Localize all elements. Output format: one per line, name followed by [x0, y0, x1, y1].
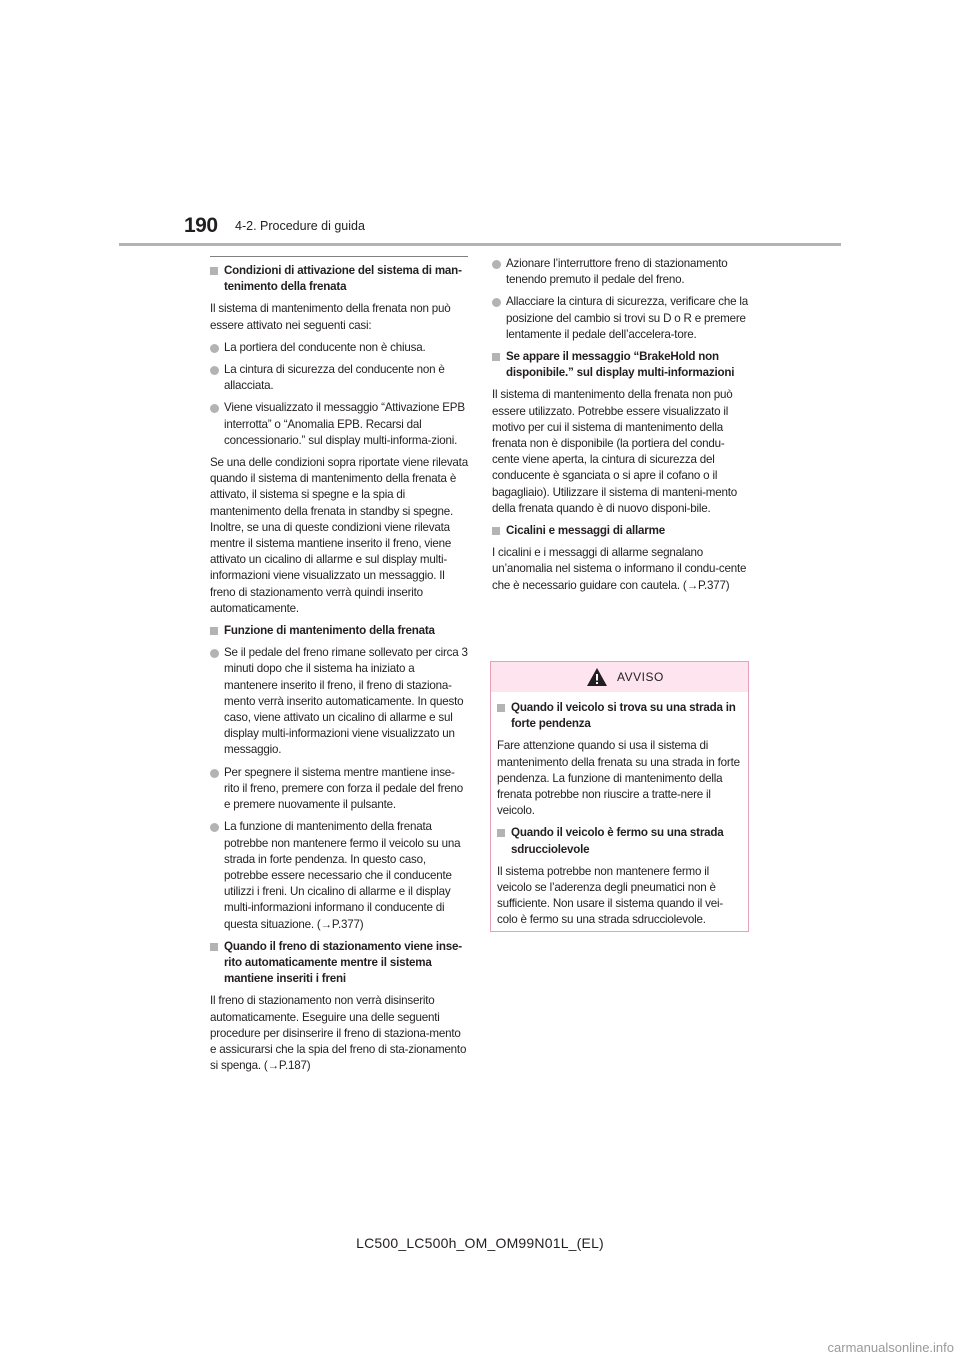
bullet-item: [492, 294, 750, 343]
section-heading: [210, 939, 468, 988]
paragraph: Fare attenzione quando si usa il sistema di mantenimento della frenata su una strada in forte pendenza. La funzione di mantenimento della frenata potrebbe non riuscire a tratte-nere il veicolo.: [497, 739, 740, 818]
paragraph: Il freno di stazionamento non verrà disinserito automaticamente. Eseguire una delle seguenti procedure per disinserire il freno di staziona-mento e assicurarsi che la spia del freno di sta-zionamento si spenga. (→P.187): [210, 994, 467, 1073]
round-bullet-icon: [210, 366, 219, 375]
manual-code: LC500_LC500h_OM_OM99N01L_(EL): [356, 1235, 604, 1251]
paragraph: Il sistema di mantenimento della frenata non può essere utilizzato. Potrebbe essere visualizzato il motivo per cui il sistema di mantenimento della frenata non è disponibile (la portiera del condu-cente viene aperta, la cintura di sicurezza del conducente è sganciata o si apre il cofano o il bagagliaio). Utilizzare il sistema di manteni-mento della frenata quando è di nuovo disponi-bile.: [492, 388, 737, 515]
heading-text: Condizioni di attivazione del sistema di man-tenimento della frenata: [224, 264, 462, 294]
warning-box: [490, 661, 749, 932]
round-bullet-icon: [210, 823, 219, 832]
round-bullet-icon: [210, 344, 219, 353]
warning-body: [491, 692, 748, 929]
round-bullet-icon: [492, 260, 501, 269]
column-top-rule: [210, 256, 468, 257]
bullet-item: [210, 645, 468, 758]
round-bullet-icon: [492, 298, 501, 307]
square-bullet-icon: [210, 267, 218, 275]
warning-triangle-icon: [586, 667, 608, 692]
section-heading: [492, 349, 750, 381]
bullet-item: [210, 819, 468, 932]
heading-text: Se appare il messaggio “BrakeHold non disponibile.” sul display multi-informazioni: [506, 350, 735, 380]
section-title: 4-2. Procedure di guida: [235, 219, 365, 233]
square-bullet-icon: [492, 527, 500, 535]
section-heading: [497, 700, 742, 732]
heading-text: Quando il veicolo si trova su una strada in forte pendenza: [511, 701, 736, 731]
round-bullet-icon: [210, 769, 219, 778]
bullet-item: [210, 765, 468, 814]
bullet-text: Per spegnere il sistema mentre mantiene inse-rito il freno, premere con forza il pedale del freno e premere nuovamente il pulsante.: [224, 765, 463, 812]
bullet-item: [210, 362, 468, 394]
left-column: [210, 256, 468, 1080]
right-column: [492, 256, 750, 600]
bullet-text: La funzione di mantenimento della frenata potrebbe non mantenere fermo il veicolo su una strada in forte pendenza. In questo caso, potrebbe essere necessario che il conducente utilizzi i freni. Un cicalino di allarme e il display multi-informazioni informano il conducente di questa situazione. (→P.377): [224, 820, 461, 931]
section-heading: [210, 263, 468, 295]
section-heading: [492, 523, 750, 539]
square-bullet-icon: [210, 943, 218, 951]
heading-text: Quando il veicolo è fermo su una strada sdrucciolevole: [511, 826, 724, 856]
square-bullet-icon: [210, 627, 218, 635]
page-number: 190: [184, 214, 218, 237]
section-heading: [210, 623, 468, 639]
watermark: carmanualsonline.info: [827, 1340, 954, 1355]
square-bullet-icon: [492, 353, 500, 361]
paragraph: Il sistema di mantenimento della frenata non può essere attivato nei seguenti casi:: [210, 302, 451, 332]
round-bullet-icon: [210, 404, 219, 413]
bullet-item: [492, 256, 750, 288]
paragraph: I cicalini e i messaggi di allarme segnalano un’anomalia nel sistema o informano il condu-cente che è necessario guidare con cautela. (→P.377): [492, 546, 747, 592]
heading-text: Cicalini e messaggi di allarme: [506, 524, 665, 538]
header-rule: [119, 243, 841, 246]
section-heading: [497, 825, 742, 857]
paragraph: Il sistema potrebbe non mantenere fermo il veicolo se l’aderenza degli pneumatici non è sufficiente. Non usare il sistema quando il vei-colo è fermo su una strada sdrucciolevole.: [497, 864, 724, 927]
bullet-item: [210, 400, 468, 449]
bullet-text: La portiera del conducente non è chiusa.: [224, 340, 426, 354]
heading-text: Funzione di mantenimento della frenata: [224, 624, 435, 638]
round-bullet-icon: [210, 649, 219, 658]
bullet-text: Azionare l’interruttore freno di stazionamento tenendo premuto il pedale del freno.: [506, 257, 728, 287]
warning-title: AVVISO: [617, 670, 664, 684]
bullet-text: Viene visualizzato il messaggio “Attivazione EPB interrotta” o “Anomalia EPB. Recarsi dal concessionario.” sul display multi-informa-zioni.: [224, 401, 465, 447]
bullet-item: [210, 340, 468, 356]
heading-text: Quando il freno di stazionamento viene inse-rito automaticamente mentre il sistema mantiene inseriti i freni: [224, 939, 462, 986]
paragraph: Se una delle condizioni sopra riportate viene rilevata quando il sistema di mantenimento della frenata è attivato, il sistema si spegne e la spia di mantenimento della frenata in standby si spegne. Inoltre, se una di queste condizioni viene rilevata mentre il sistema mantiene inserito il freno, viene attivato un cicalino di allarme e sul display multi-informazioni viene visualizzato un messaggio. Il freno di stazionamento verrà quindi inserito automaticamente.: [210, 456, 468, 615]
square-bullet-icon: [497, 829, 505, 837]
bullet-text: Se il pedale del freno rimane sollevato per circa 3 minuti dopo che il sistema ha iniziato a mantenere inserito il freno, il freno di staziona-mento verrà inserito automaticamente. In questo caso, viene attivato un cicalino di allarme e sul display multi-informazioni viene visualizzato un messaggio.: [224, 646, 468, 757]
bullet-text: Allacciare la cintura di sicurezza, verificare che la posizione del cambio si trovi su D o R e premere lentamente il pedale dell’accelera-tore.: [506, 295, 748, 341]
square-bullet-icon: [497, 704, 505, 712]
warning-header: [491, 662, 748, 692]
bullet-text: La cintura di sicurezza del conducente non è allacciata.: [224, 363, 445, 393]
